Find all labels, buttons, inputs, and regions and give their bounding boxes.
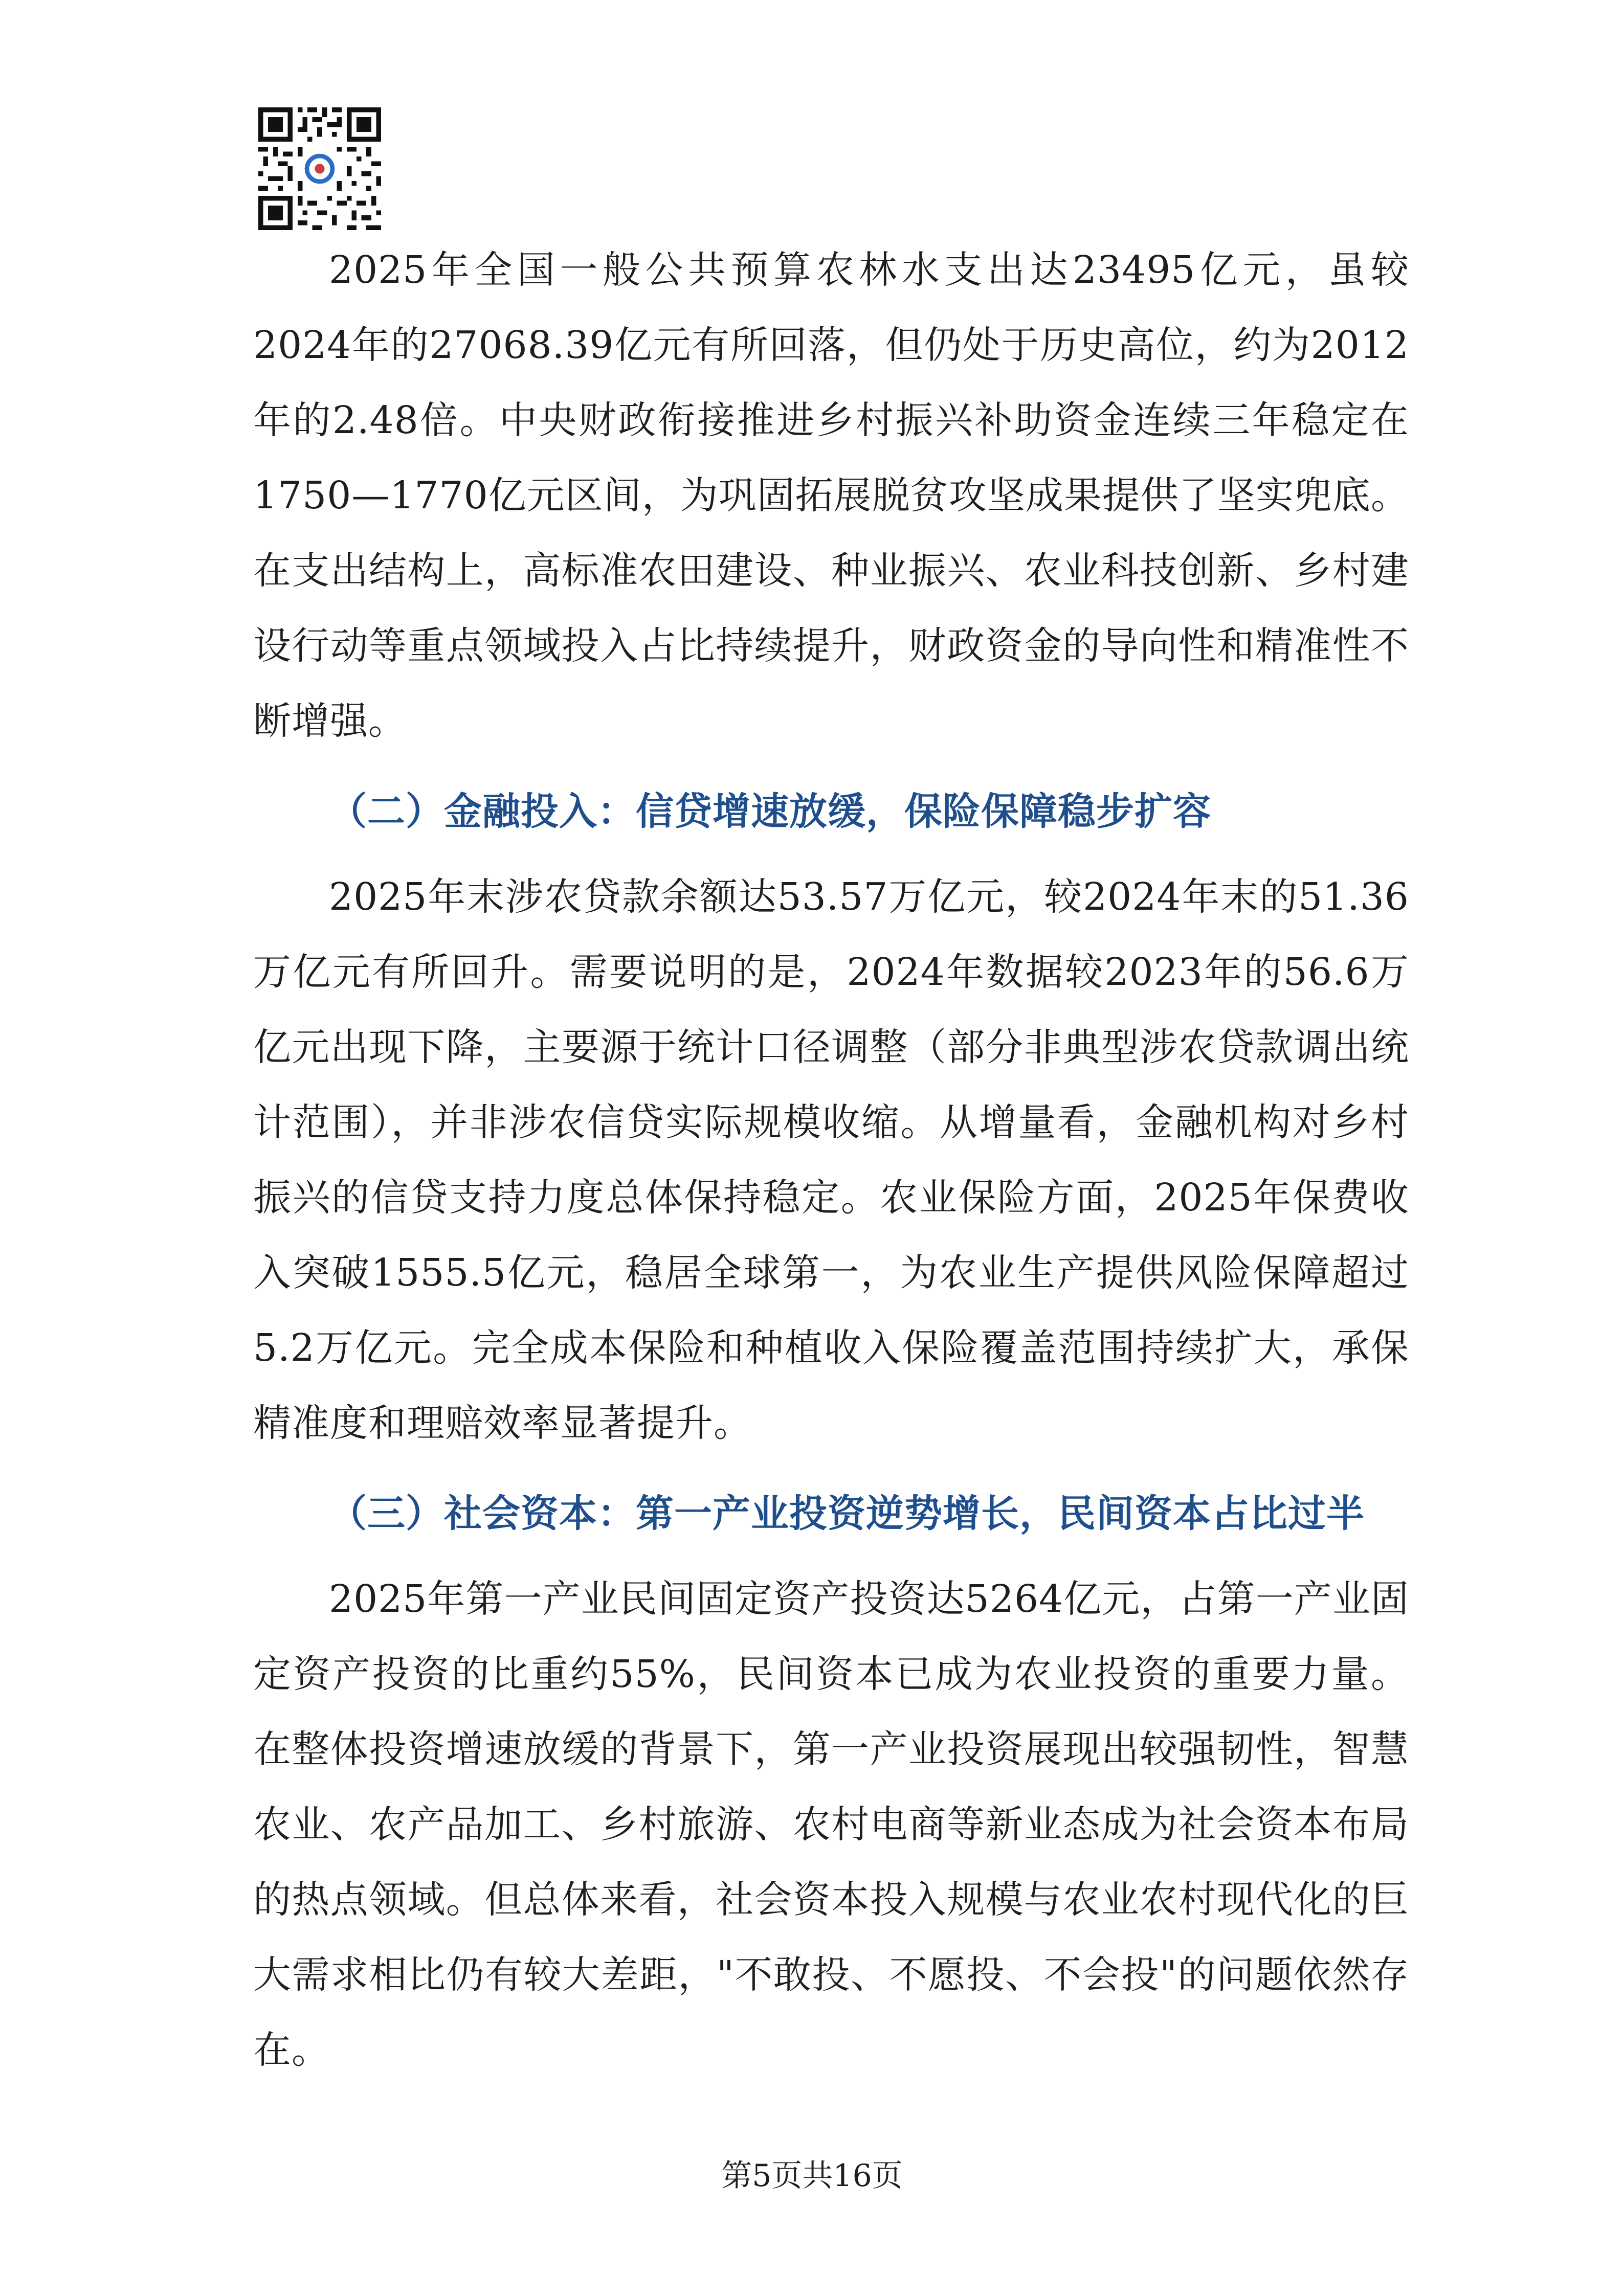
paragraph-fiscal-spending: 2025年全国一般公共预算农林水支出达23495亿元，虽较2024年的27068.39亿元有所回落，但仍处于历史高位，约为2012年的2.48倍。中央财政衔接推进乡村振兴补助资金连续三年稳定在1750—1770亿元区间，为巩固拓展脱贫攻坚成果提供了坚实兜底。在支出结构上，高标准农田建设、种业振兴、农业科技创新、乡村建设行动等重点领域投入占比持续提升，财政资金的导向性和精准性不断增强。	[253, 248, 1409, 743]
document-body	[253, 233, 1409, 2088]
qr-code-icon	[258, 107, 381, 230]
section-heading-social-capital: （三）社会资本：第一产业投资逆势增长，民间资本占比过半	[329, 1492, 1365, 1536]
page-number-footer: 第5页共16页	[721, 2158, 903, 2194]
paragraph-social-capital: 2025年第一产业民间固定资产投资达5264亿元，占第一产业固定资产投资的比重约55%，民间资本已成为农业投资的重要力量。在整体投资增速放缓的背景下，第一产业投资展现出较强韧性，智慧农业、农产品加工、乡村旅游、农村电商等新业态成为社会资本布局的热点领域。但总体来看，社会资本投入规模与农业农村现代化的巨大需求相比仍有较大差距，"不敢投、不愿投、不会投"的问题依然存在。	[253, 1577, 1409, 2072]
section-heading-financial-input: （二）金融投入：信贷增速放缓，保险保障稳步扩容	[329, 790, 1211, 834]
paragraph-financial-input: 2025年末涉农贷款余额达53.57万亿元，较2024年末的51.36万亿元有所回升。需要说明的是，2024年数据较2023年的56.6万亿元出现下降，主要源于统计口径调整（部分非典型涉农贷款调出统计范围），并非涉农信贷实际规模收缩。从增量看，金融机构对乡村振兴的信贷支持力度总体保持稳定。农业保险方面，2025年保费收入突破1555.5亿元，稳居全球第一，为农业生产提供风险保障超过5.2万亿元。完全成本保险和种植收入保险覆盖范围持续扩大，承保精准度和理赔效率显著提升。	[253, 875, 1409, 1445]
qr-code	[258, 107, 381, 230]
